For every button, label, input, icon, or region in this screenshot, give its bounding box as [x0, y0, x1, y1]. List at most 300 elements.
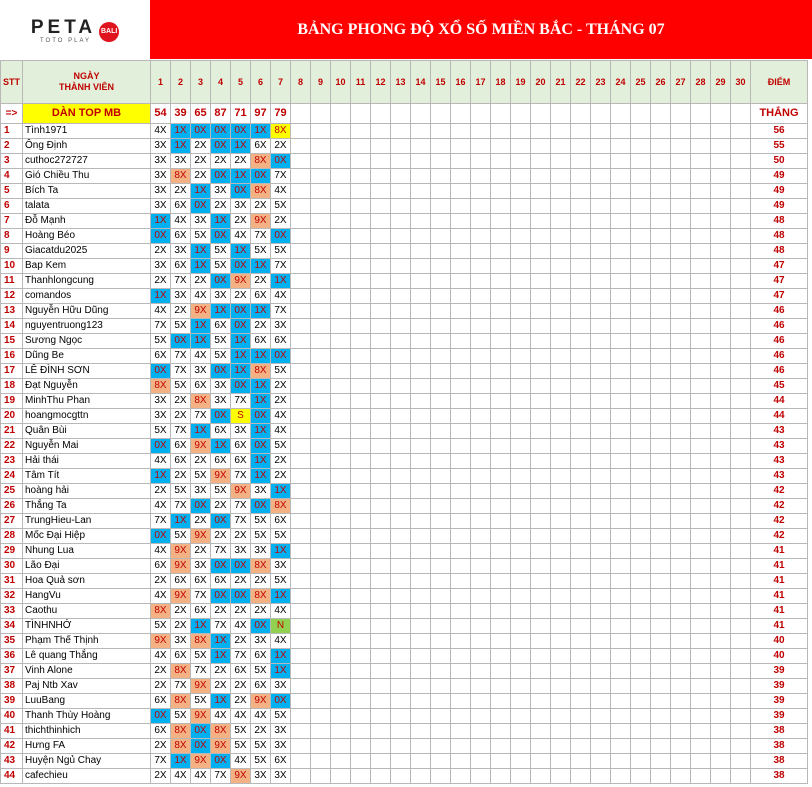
day-cell — [671, 634, 691, 649]
day-cell: 7X — [191, 409, 211, 424]
day-cell: 7X — [231, 499, 251, 514]
day-cell — [411, 304, 431, 319]
day-cell — [491, 634, 511, 649]
day-cell — [651, 499, 671, 514]
day-cell — [571, 454, 591, 469]
day-cell — [391, 499, 411, 514]
day-cell — [731, 184, 751, 199]
logo-text: PETA BALI — [31, 17, 119, 42]
day-cell — [691, 214, 711, 229]
day-cell — [611, 424, 631, 439]
day-cell — [391, 154, 411, 169]
day-cell: 2X — [151, 664, 171, 679]
day-cell — [351, 349, 371, 364]
day-cell — [591, 289, 611, 304]
row-stt: 36 — [1, 649, 23, 664]
day-cell — [531, 679, 551, 694]
day-cell — [311, 124, 331, 139]
logo — [0, 0, 150, 59]
day-cell — [331, 499, 351, 514]
member-name: Tâm Tít — [23, 469, 151, 484]
day-cell: 6X — [251, 334, 271, 349]
day-cell — [431, 319, 451, 334]
table-row — [1, 244, 808, 259]
day-cell — [551, 214, 571, 229]
day-cell: 0X — [231, 304, 251, 319]
day-cell — [331, 199, 351, 214]
row-score: 49 — [751, 199, 808, 214]
day-cell: 2X — [171, 409, 191, 424]
day-cell — [531, 619, 551, 634]
day-cell — [391, 589, 411, 604]
day-cell — [511, 349, 531, 364]
day-cell — [511, 709, 531, 724]
day-cell — [291, 289, 311, 304]
day-cell: 1X — [251, 304, 271, 319]
day-cell — [571, 394, 591, 409]
day-cell — [671, 409, 691, 424]
day-cell — [631, 664, 651, 679]
member-name: cuthoc272727 — [23, 154, 151, 169]
day-cell — [491, 214, 511, 229]
header-day: 14 — [411, 61, 431, 104]
header-day: 10 — [331, 61, 351, 104]
member-name: Nhung Lua — [23, 544, 151, 559]
member-name: Caothu — [23, 604, 151, 619]
day-cell — [311, 499, 331, 514]
day-cell: 2X — [191, 154, 211, 169]
day-cell — [371, 244, 391, 259]
day-cell — [731, 394, 751, 409]
table-row — [1, 724, 808, 739]
day-cell: 4X — [151, 124, 171, 139]
day-cell — [711, 769, 731, 784]
top-row — [1, 104, 808, 124]
day-cell — [711, 724, 731, 739]
day-cell — [431, 634, 451, 649]
day-cell: 2X — [231, 154, 251, 169]
day-cell: 5X — [191, 229, 211, 244]
day-cell — [291, 319, 311, 334]
member-name: MinhThu Phan — [23, 394, 151, 409]
day-cell: 7X — [171, 364, 191, 379]
day-cell — [471, 319, 491, 334]
day-cell — [351, 169, 371, 184]
day-cell — [731, 454, 751, 469]
day-cell — [451, 694, 471, 709]
day-cell — [311, 349, 331, 364]
day-cell — [671, 439, 691, 454]
day-cell — [711, 454, 731, 469]
row-score: 39 — [751, 679, 808, 694]
day-cell — [571, 679, 591, 694]
day-cell — [471, 484, 491, 499]
day-cell — [551, 334, 571, 349]
day-cell — [311, 529, 331, 544]
day-cell — [491, 334, 511, 349]
day-cell — [671, 304, 691, 319]
day-cell: 9X — [151, 634, 171, 649]
day-cell — [491, 529, 511, 544]
top-value — [691, 104, 711, 124]
header-day: 1 — [151, 61, 171, 104]
day-cell — [551, 424, 571, 439]
day-cell — [371, 649, 391, 664]
row-score: 43 — [751, 469, 808, 484]
day-cell: 4X — [191, 349, 211, 364]
day-cell — [731, 739, 751, 754]
table-row — [1, 274, 808, 289]
day-cell — [651, 754, 671, 769]
day-cell — [411, 739, 431, 754]
day-cell — [351, 514, 371, 529]
row-stt: 16 — [1, 349, 23, 364]
day-cell — [491, 694, 511, 709]
day-cell: 9X — [231, 484, 251, 499]
day-cell — [611, 574, 631, 589]
day-cell — [471, 154, 491, 169]
day-cell — [371, 664, 391, 679]
day-cell — [631, 694, 651, 709]
row-stt: 17 — [1, 364, 23, 379]
day-cell — [391, 199, 411, 214]
day-cell — [431, 589, 451, 604]
day-cell — [491, 394, 511, 409]
day-cell: 0X — [251, 439, 271, 454]
day-cell — [311, 304, 331, 319]
day-cell — [391, 634, 411, 649]
day-cell — [311, 604, 331, 619]
row-stt: 11 — [1, 274, 23, 289]
day-cell: 2X — [191, 169, 211, 184]
day-cell — [611, 379, 631, 394]
day-cell — [291, 514, 311, 529]
day-cell — [431, 154, 451, 169]
day-cell: 6X — [191, 604, 211, 619]
day-cell — [651, 454, 671, 469]
day-cell: 0X — [191, 724, 211, 739]
day-cell — [631, 289, 651, 304]
day-cell — [471, 304, 491, 319]
row-stt: 26 — [1, 499, 23, 514]
table-row — [1, 304, 808, 319]
day-cell — [371, 514, 391, 529]
day-cell — [331, 214, 351, 229]
day-cell — [651, 439, 671, 454]
day-cell: 1X — [171, 754, 191, 769]
day-cell — [491, 439, 511, 454]
header-member — [23, 61, 151, 104]
day-cell — [631, 274, 651, 289]
day-cell: 1X — [191, 319, 211, 334]
day-cell — [691, 169, 711, 184]
day-cell — [431, 409, 451, 424]
day-cell — [371, 424, 391, 439]
day-cell: 0X — [271, 229, 291, 244]
day-cell — [491, 199, 511, 214]
day-cell — [491, 769, 511, 784]
day-cell — [691, 484, 711, 499]
day-cell — [431, 424, 451, 439]
day-cell — [611, 709, 631, 724]
day-cell — [311, 409, 331, 424]
member-name: hoangmocgttn — [23, 409, 151, 424]
row-score: 43 — [751, 454, 808, 469]
day-cell — [731, 484, 751, 499]
top-value — [651, 104, 671, 124]
day-cell — [631, 124, 651, 139]
member-name: Thanh Thùy Hoàng — [23, 709, 151, 724]
day-cell — [311, 589, 331, 604]
day-cell — [491, 244, 511, 259]
day-cell — [711, 439, 731, 454]
row-stt: 10 — [1, 259, 23, 274]
day-cell: 2X — [171, 184, 191, 199]
row-stt: 34 — [1, 619, 23, 634]
day-cell: 6X — [171, 649, 191, 664]
title-bar — [150, 0, 812, 59]
day-cell: 2X — [191, 454, 211, 469]
day-cell — [411, 724, 431, 739]
row-score: 38 — [751, 739, 808, 754]
day-cell — [671, 739, 691, 754]
day-cell — [631, 754, 651, 769]
day-cell: 7X — [231, 469, 251, 484]
day-cell — [411, 454, 431, 469]
day-cell — [291, 454, 311, 469]
day-cell — [731, 289, 751, 304]
day-cell — [411, 364, 431, 379]
day-cell: 8X — [251, 154, 271, 169]
row-score: 40 — [751, 634, 808, 649]
day-cell — [631, 259, 651, 274]
day-cell — [551, 244, 571, 259]
day-cell — [431, 709, 451, 724]
day-cell — [491, 349, 511, 364]
row-stt: 7 — [1, 214, 23, 229]
day-cell — [651, 619, 671, 634]
day-cell: 0X — [231, 379, 251, 394]
day-cell — [731, 319, 751, 334]
day-cell: 6X — [271, 334, 291, 349]
day-cell — [351, 724, 371, 739]
day-cell — [451, 259, 471, 274]
table-row — [1, 649, 808, 664]
day-cell — [611, 289, 631, 304]
day-cell — [391, 439, 411, 454]
day-cell — [731, 409, 751, 424]
day-cell — [471, 184, 491, 199]
day-cell — [391, 769, 411, 784]
row-stt: 9 — [1, 244, 23, 259]
table-row — [1, 349, 808, 364]
day-cell — [651, 664, 671, 679]
day-cell — [671, 529, 691, 544]
day-cell — [311, 229, 331, 244]
day-cell — [551, 319, 571, 334]
day-cell — [391, 139, 411, 154]
day-cell: 3X — [271, 739, 291, 754]
day-cell — [571, 589, 591, 604]
top-marker: => — [1, 104, 23, 124]
member-name: Paj Ntb Xav — [23, 679, 151, 694]
day-cell: 8X — [151, 379, 171, 394]
day-cell — [491, 454, 511, 469]
day-cell: 0X — [211, 229, 231, 244]
day-cell — [431, 139, 451, 154]
day-cell — [411, 649, 431, 664]
table-row — [1, 739, 808, 754]
day-cell — [731, 349, 751, 364]
day-cell: 2X — [151, 769, 171, 784]
day-cell — [591, 454, 611, 469]
day-cell — [571, 214, 591, 229]
day-cell: 7X — [191, 589, 211, 604]
top-value: 54 — [151, 104, 171, 124]
header-day: 6 — [251, 61, 271, 104]
day-cell: 2X — [151, 244, 171, 259]
day-cell — [651, 574, 671, 589]
day-cell: 4X — [151, 304, 171, 319]
day-cell — [671, 589, 691, 604]
day-cell — [511, 769, 531, 784]
day-cell — [571, 229, 591, 244]
day-cell: 1X — [251, 379, 271, 394]
day-cell: 2X — [251, 319, 271, 334]
header-day: 4 — [211, 61, 231, 104]
day-cell: 1X — [191, 184, 211, 199]
day-cell: 4X — [231, 619, 251, 634]
header-day: 12 — [371, 61, 391, 104]
day-cell — [691, 559, 711, 574]
day-cell — [351, 559, 371, 574]
day-cell — [391, 574, 411, 589]
table-row — [1, 664, 808, 679]
day-cell — [471, 514, 491, 529]
day-cell: 8X — [171, 694, 191, 709]
day-cell — [571, 379, 591, 394]
day-cell — [711, 694, 731, 709]
day-cell — [671, 379, 691, 394]
day-cell: 0X — [151, 709, 171, 724]
day-cell — [611, 364, 631, 379]
day-cell: 0X — [151, 364, 171, 379]
day-cell — [351, 124, 371, 139]
day-cell: 0X — [211, 514, 231, 529]
day-cell — [731, 709, 751, 724]
day-cell — [431, 289, 451, 304]
day-cell — [711, 139, 731, 154]
day-cell — [591, 139, 611, 154]
day-cell — [611, 589, 631, 604]
row-score: 42 — [751, 529, 808, 544]
day-cell: 4X — [271, 289, 291, 304]
day-cell — [471, 574, 491, 589]
day-cell: N — [271, 619, 291, 634]
day-cell — [371, 754, 391, 769]
day-cell — [291, 544, 311, 559]
day-cell — [571, 529, 591, 544]
header-day: 7 — [271, 61, 291, 104]
day-cell: 1X — [231, 139, 251, 154]
day-cell — [491, 259, 511, 274]
day-cell: 3X — [251, 544, 271, 559]
day-cell — [531, 634, 551, 649]
day-cell: 1X — [171, 139, 191, 154]
day-cell — [411, 499, 431, 514]
day-cell — [511, 484, 531, 499]
day-cell — [331, 184, 351, 199]
day-cell — [671, 769, 691, 784]
header-score: ĐIỂM — [751, 61, 808, 104]
day-cell: 0X — [211, 589, 231, 604]
day-cell: 9X — [171, 559, 191, 574]
day-cell — [451, 349, 471, 364]
day-cell — [571, 544, 591, 559]
day-cell — [371, 319, 391, 334]
day-cell: 0X — [271, 349, 291, 364]
day-cell: 3X — [151, 394, 171, 409]
top-label: DÀN TOP MB — [23, 104, 151, 124]
day-cell — [611, 439, 631, 454]
row-score: 45 — [751, 379, 808, 394]
day-cell — [611, 484, 631, 499]
day-cell — [311, 259, 331, 274]
day-cell — [371, 154, 391, 169]
day-cell — [651, 304, 671, 319]
day-cell — [571, 199, 591, 214]
day-cell — [631, 319, 651, 334]
row-score: 41 — [751, 604, 808, 619]
day-cell — [471, 229, 491, 244]
day-cell — [671, 514, 691, 529]
day-cell — [731, 139, 751, 154]
page-title: BẢNG PHONG ĐỘ XỔ SỐ MIỀN BẮC - THÁNG 07 — [297, 20, 665, 38]
day-cell — [351, 739, 371, 754]
table-row — [1, 139, 808, 154]
day-cell — [411, 589, 431, 604]
day-cell — [551, 409, 571, 424]
day-cell — [371, 274, 391, 289]
day-cell — [431, 304, 451, 319]
header-day: 8 — [291, 61, 311, 104]
day-cell — [391, 604, 411, 619]
day-cell — [491, 514, 511, 529]
member-name: TrungHieu-Lan — [23, 514, 151, 529]
day-cell: 5X — [211, 334, 231, 349]
day-cell — [291, 169, 311, 184]
day-cell — [391, 559, 411, 574]
row-stt: 35 — [1, 634, 23, 649]
day-cell — [611, 649, 631, 664]
day-cell — [311, 709, 331, 724]
day-cell — [391, 124, 411, 139]
day-cell — [691, 319, 711, 334]
day-cell — [591, 154, 611, 169]
day-cell — [531, 724, 551, 739]
row-stt: 15 — [1, 334, 23, 349]
day-cell — [591, 544, 611, 559]
row-score: 41 — [751, 544, 808, 559]
day-cell — [631, 724, 651, 739]
day-cell — [431, 769, 451, 784]
logo-badge: BALI — [99, 22, 119, 42]
row-score: 40 — [751, 649, 808, 664]
day-cell — [611, 469, 631, 484]
day-cell — [291, 184, 311, 199]
day-cell — [371, 394, 391, 409]
row-stt: 37 — [1, 664, 23, 679]
